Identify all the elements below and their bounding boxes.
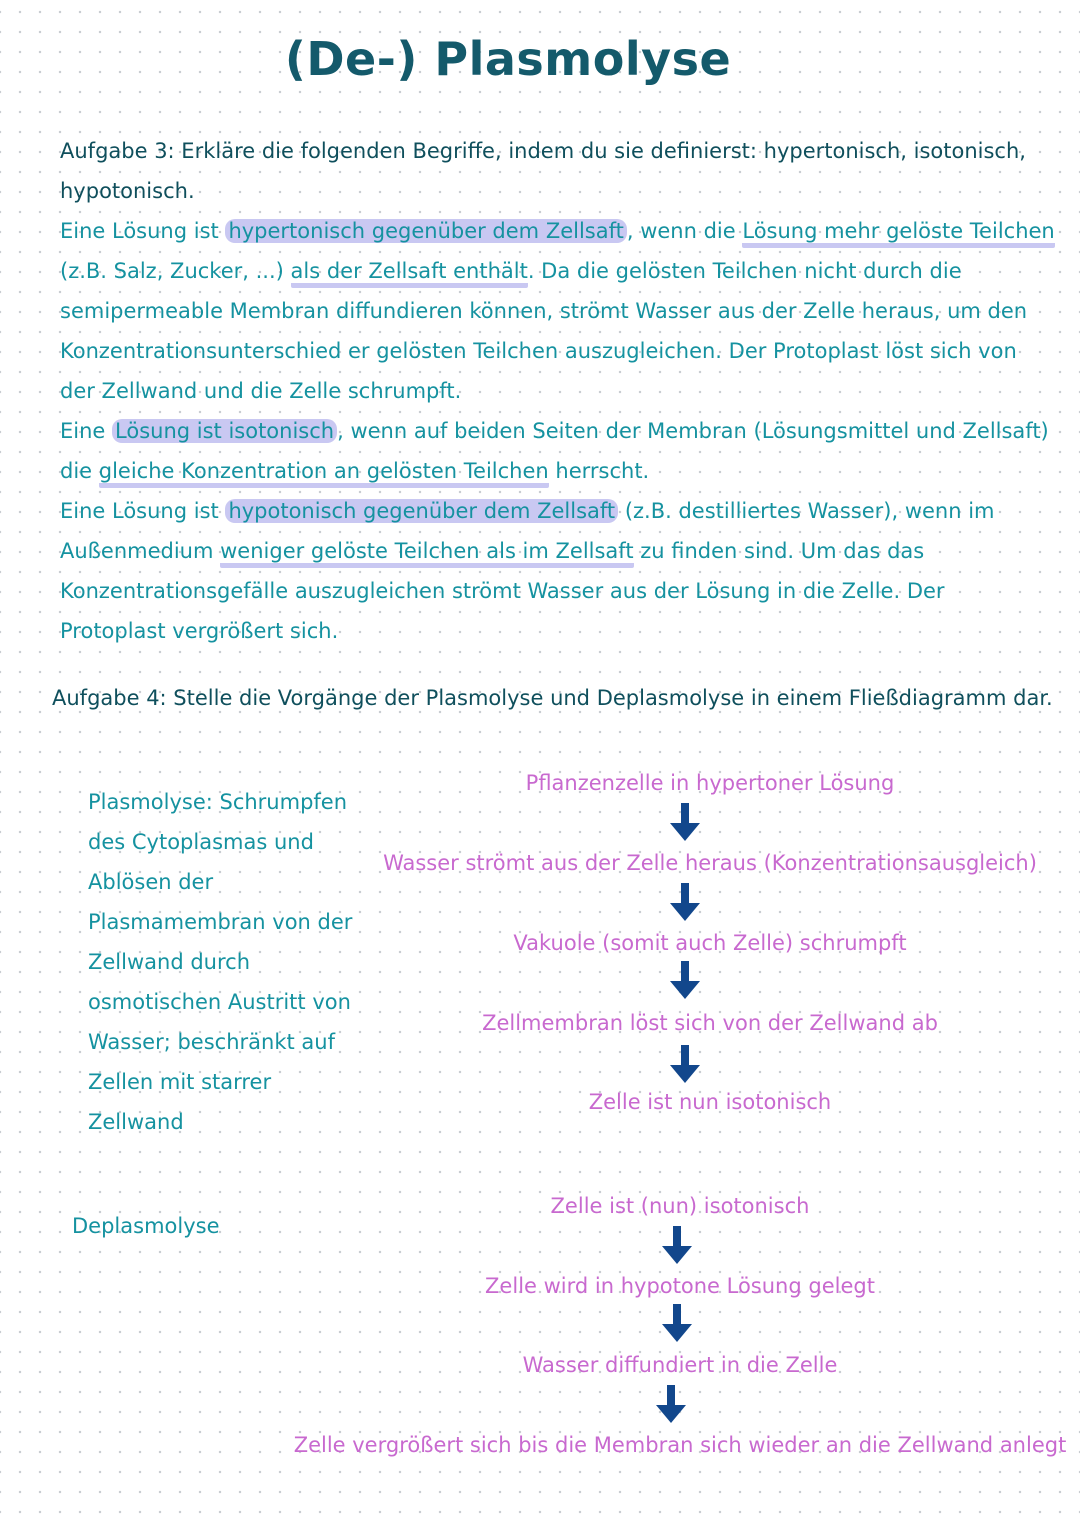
plasmolyse-def-line-5: Zellwand durch [88,950,251,974]
task3-line-4: Konzentrationsunterschied er gelösten Teilchen auszugleichen. Der Protoplast löst sich von [60,339,1017,363]
deplasmolyse-step-4: Zelle vergrößert sich bis die Membran sich wieder an die Zellwand anlegt [293,1433,1067,1457]
deplasmolyse-step-2: Zelle wird in hypotone Lösung gelegt [485,1274,875,1298]
text-segment: (z.B. Salz, Zucker, ...) [60,259,291,283]
text-segment: , wenn die [626,219,743,243]
underline-fewer-particles: weniger gelöste Teilchen als im Zellsaft [220,539,633,568]
task3-line-3: semipermeable Membran diffundieren können, strömt Wasser aus der Zelle heraus, um den [60,299,1028,323]
plasmolyse-def-line-1: Plasmolyse: Schrumpfen [88,790,348,814]
task3-line-8 [60,499,995,523]
plasmolyse-step-4: Zellmembran löst sich von der Zellwand ab [482,1011,938,1035]
text-segment: herrscht. [548,459,650,483]
text-segment: zu finden sind. Um das das [633,539,925,563]
plasmolyse-def-line-6: osmotischen Austritt von [88,990,351,1014]
deplasmolyse-label: Deplasmolyse [72,1214,220,1238]
underline-equal-concentration: gleiche Konzentration an gelösten Teilchen [99,459,549,488]
text-segment: . Da die gelösten Teilchen nicht durch die [527,259,962,283]
task3-line-11: Protoplast vergrößert sich. [60,619,339,643]
task4-heading: Aufgabe 4: Stelle die Vorgänge der Plasmolyse und Deplasmolyse in einem Fließdiagramm dar. [52,686,1053,710]
task3-heading-line2: hypotonisch. [60,179,195,203]
plasmolyse-step-1: Pflanzenzelle in hypertoner Lösung [525,771,895,795]
plasmolyse-def-line-9: Zellwand [88,1110,184,1134]
task3-line-1 [60,219,1055,243]
deplasmolyse-step-1: Zelle ist (nun) isotonisch [550,1194,810,1218]
plasmolyse-step-3: Vakuole (somit auch Zelle) schrumpft [513,931,907,955]
plasmolyse-step-5: Zelle ist nun isotonisch [588,1090,832,1114]
underline-than-cellsap: als der Zellsaft enthält [291,259,528,288]
task3-heading-line1: Aufgabe 3: Erkläre die folgenden Begriffe, indem du sie definierst: hypertonisch, isotonisch, [60,139,1026,163]
plasmolyse-def-line-8: Zellen mit starrer [88,1070,272,1094]
arrow-down-icon [670,1045,700,1085]
text-segment: , wenn auf beiden Seiten der Membran (Lösungsmittel und Zellsaft) [337,419,1049,443]
highlight-hypertonisch: hypertonisch gegenüber dem Zellsaft [225,219,626,243]
text-segment: die [60,459,99,483]
arrow-down-icon [656,1385,686,1425]
highlight-hypotonisch: hypotonisch gegenüber dem Zellsaft [225,499,618,523]
task3-line-9 [60,539,924,563]
text-segment: Eine Lösung ist [60,219,226,243]
task3-line-6 [60,419,1049,443]
task3-line-2 [60,259,962,283]
highlight-isotonisch: Lösung ist isotonisch [112,419,337,443]
arrow-down-icon [670,803,700,843]
task3-line-10: Konzentrationsgefälle auszugleichen strömt Wasser aus der Lösung in die Zelle. Der [60,579,945,603]
arrow-down-icon [662,1226,692,1266]
underline-more-particles: Lösung mehr gelöste Teilchen [742,219,1054,248]
arrow-down-icon [670,883,700,923]
arrow-down-icon [670,961,700,1001]
text-segment: Außenmedium [60,539,221,563]
plasmolyse-def-line-2: des Cytoplasmas und [88,830,314,854]
plasmolyse-def-line-7: Wasser; beschränkt auf [88,1030,335,1054]
text-segment: Eine Lösung ist [60,499,226,523]
deplasmolyse-step-3: Wasser diffundiert in die Zelle [522,1353,838,1377]
plasmolyse-def-line-4: Plasmamembran von der [88,910,353,934]
plasmolyse-def-line-3: Ablösen der [88,870,214,894]
page-title: (De-) Plasmolyse [284,32,732,86]
task3-line-7 [60,459,649,483]
plasmolyse-step-2: Wasser strömt aus der Zelle heraus (Konzentrationsausgleich) [383,851,1037,875]
text-segment: (z.B. destilliertes Wasser), wenn im [618,499,995,523]
text-segment: Eine [60,419,113,443]
task3-line-5: der Zellwand und die Zelle schrumpft. [60,379,462,403]
arrow-down-icon [662,1304,692,1344]
